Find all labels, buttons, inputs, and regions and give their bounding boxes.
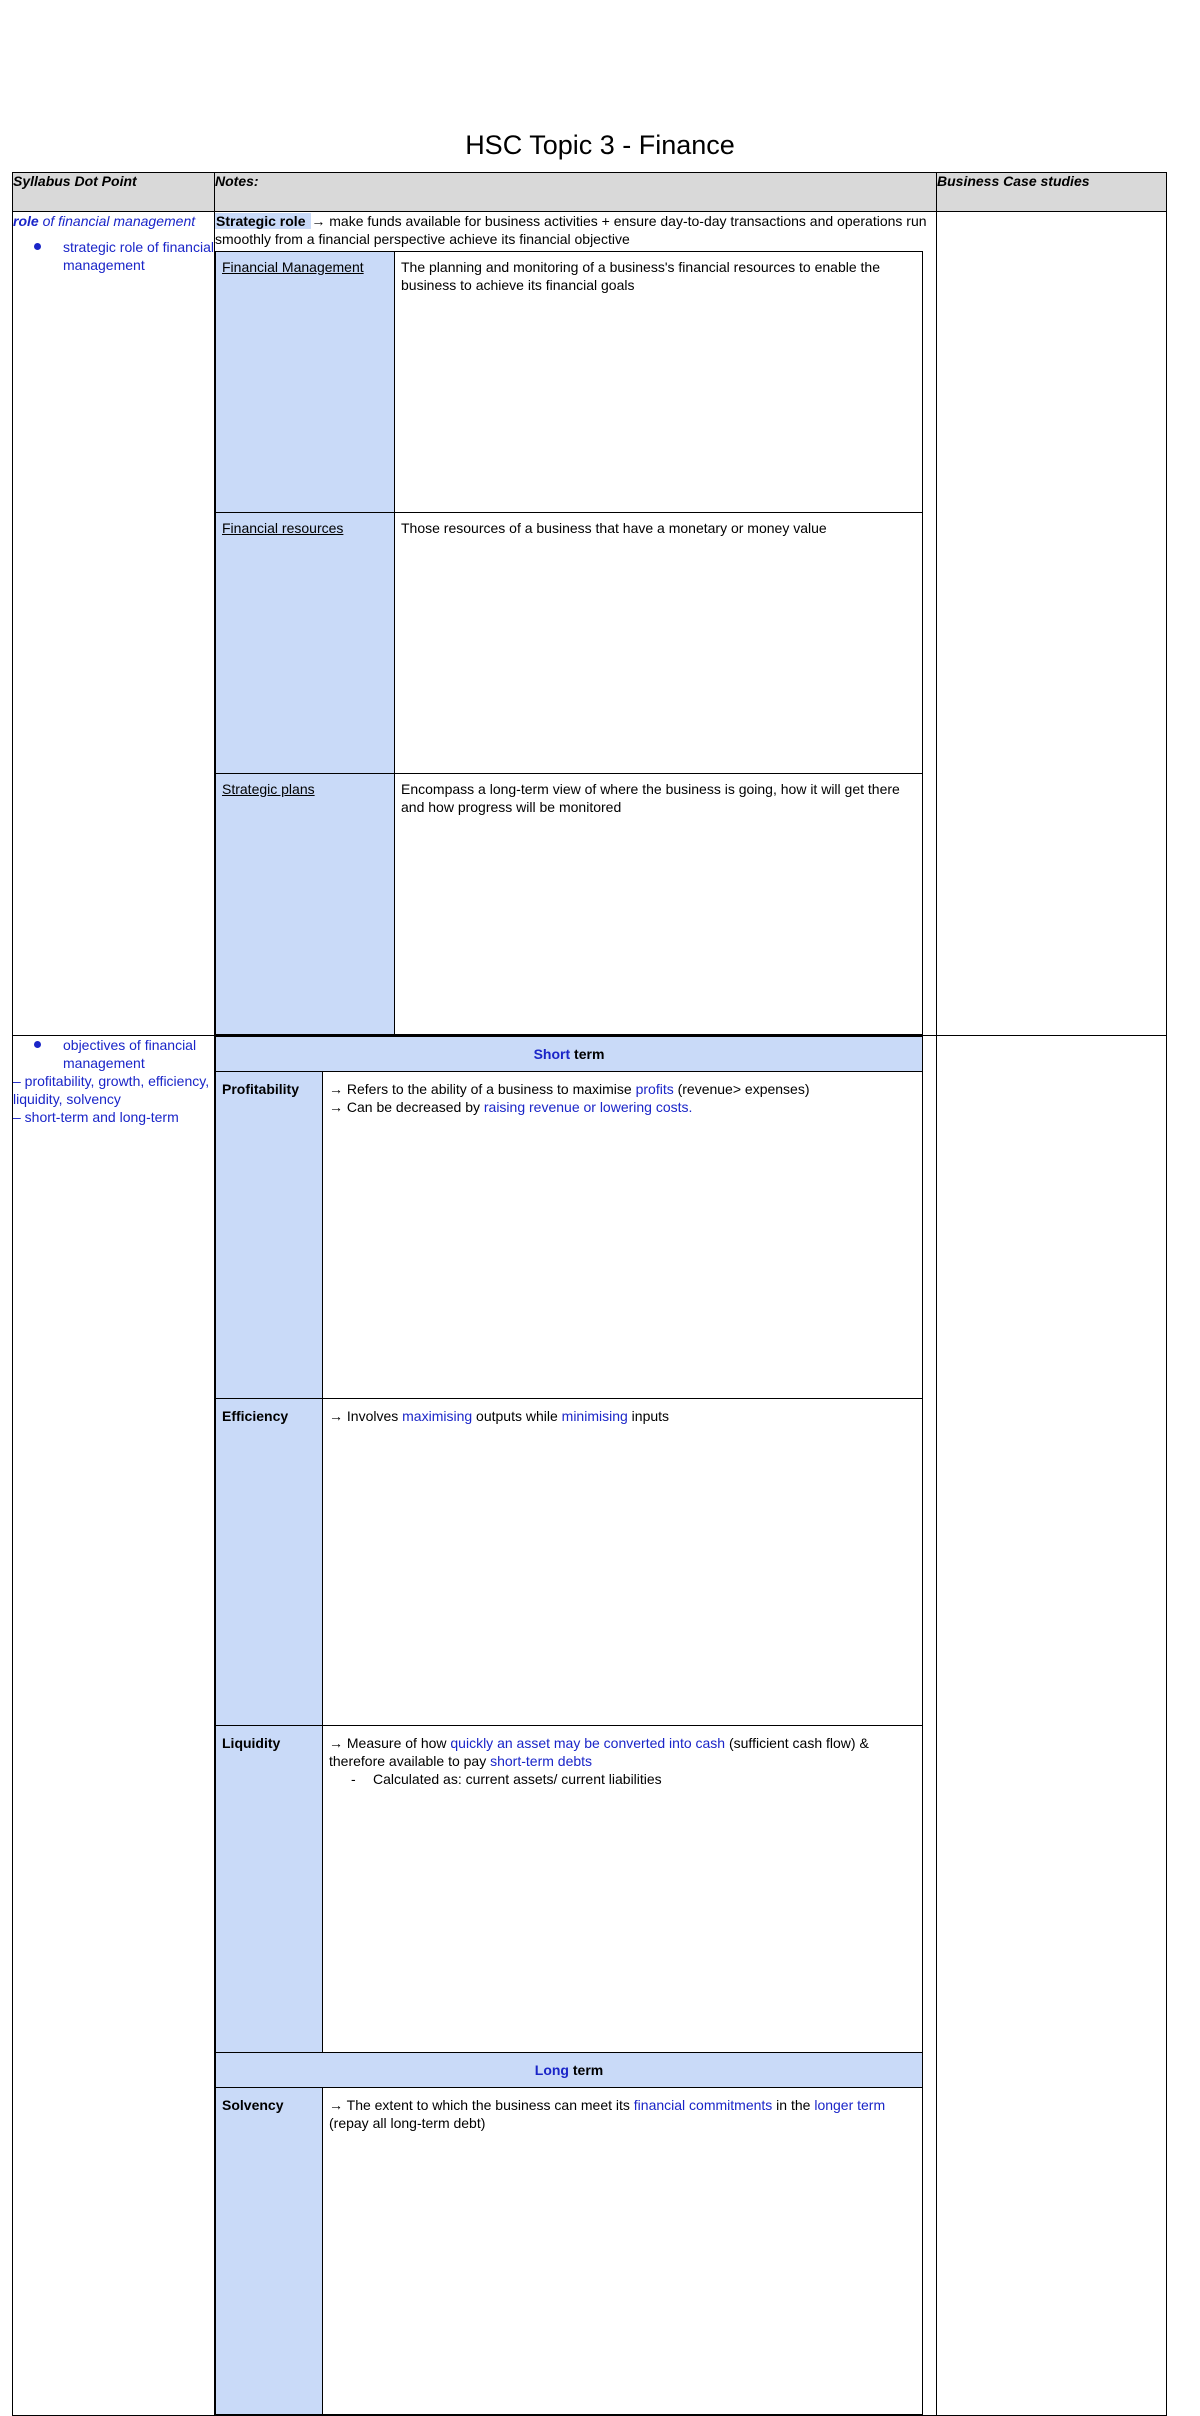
objective-row	[216, 1072, 923, 1399]
header-syllabus: Syllabus Dot Point	[13, 173, 215, 212]
strategic-role-note	[215, 212, 936, 248]
section-header-row	[216, 1037, 923, 1072]
bullet-text: objectives of financial management	[63, 1037, 197, 1071]
objective-row	[216, 1726, 923, 2053]
objective-value: → Refers to the ability of a business to maximise profits (revenue> expenses) → Can be decreased by raising revenue or lowering costs.	[323, 1072, 923, 1399]
notes-cell	[215, 1036, 937, 2416]
list-item	[13, 238, 214, 274]
objective-key: Liquidity	[216, 1726, 323, 2053]
bullet-text: strategic role of financial management	[63, 239, 214, 273]
bullet-icon	[34, 243, 41, 250]
definition-term: Strategic plans	[216, 774, 395, 1035]
notes-cell	[215, 212, 937, 1036]
finance-notes-table	[12, 172, 1167, 2416]
definition-text: Those resources of a business that have a monetary or money value	[395, 513, 923, 774]
definition-term: Financial Management	[216, 252, 395, 513]
objective-value: → Involves maximising outputs while minimising inputs	[323, 1399, 923, 1726]
long-term-header: Long term	[216, 2053, 923, 2088]
definitions-table	[215, 251, 923, 1035]
objective-row	[216, 1399, 923, 1726]
header-row	[13, 173, 1167, 212]
bullet-icon	[34, 1041, 41, 1048]
case-studies-cell	[937, 1036, 1167, 2416]
objective-row	[216, 2088, 923, 2415]
page-title: HSC Topic 3 - Finance	[465, 130, 735, 160]
objective-key: Profitability	[216, 1072, 323, 1399]
header-notes: Notes:	[215, 173, 937, 212]
syllabus-cell	[13, 212, 215, 1036]
header-case-studies: Business Case studies	[937, 173, 1167, 212]
objectives-table	[215, 1036, 923, 2415]
table-row	[13, 212, 1167, 1036]
section-header-row	[216, 2053, 923, 2088]
case-studies-cell	[937, 212, 1167, 1036]
term-list-line: – short-term and long-term	[13, 1109, 179, 1125]
objectives-list-line: – profitability, growth, efficiency, liquidity, solvency	[13, 1073, 210, 1107]
objective-value: → Measure of how quickly an asset may be converted into cash (sufficient cash flow) & therefore available to pay short-term debts - Calculated as: current assets/ current liabilities	[323, 1726, 923, 2053]
role-heading	[13, 212, 214, 230]
objective-key: Efficiency	[216, 1399, 323, 1726]
definition-row	[216, 513, 923, 774]
objective-value: → The extent to which the business can meet its financial commitments in the longer term (repay all long-term debt)	[323, 2088, 923, 2415]
definition-text: Encompass a long-term view of where the business is going, how it will get there and how progress will be monitored	[395, 774, 923, 1035]
table-row	[13, 1036, 1167, 2416]
strategic-role-text: → make funds available for business activities + ensure day-to-day transactions and operations run smoothly from a financial perspective achieve its financial objective	[215, 213, 927, 247]
short-term-header: Short term	[216, 1037, 923, 1072]
role-bold: role	[13, 213, 39, 229]
strategic-role-label: Strategic role	[216, 213, 310, 229]
list-item	[13, 1036, 214, 1072]
definition-row	[216, 774, 923, 1035]
definition-row	[216, 252, 923, 513]
definition-term: Financial resources	[216, 513, 395, 774]
role-rest: of financial management	[38, 213, 196, 229]
objective-key: Solvency	[216, 2088, 323, 2415]
syllabus-cell	[13, 1036, 215, 2416]
definition-text: The planning and monitoring of a business's financial resources to enable the business to achieve its financial goals	[395, 252, 923, 513]
